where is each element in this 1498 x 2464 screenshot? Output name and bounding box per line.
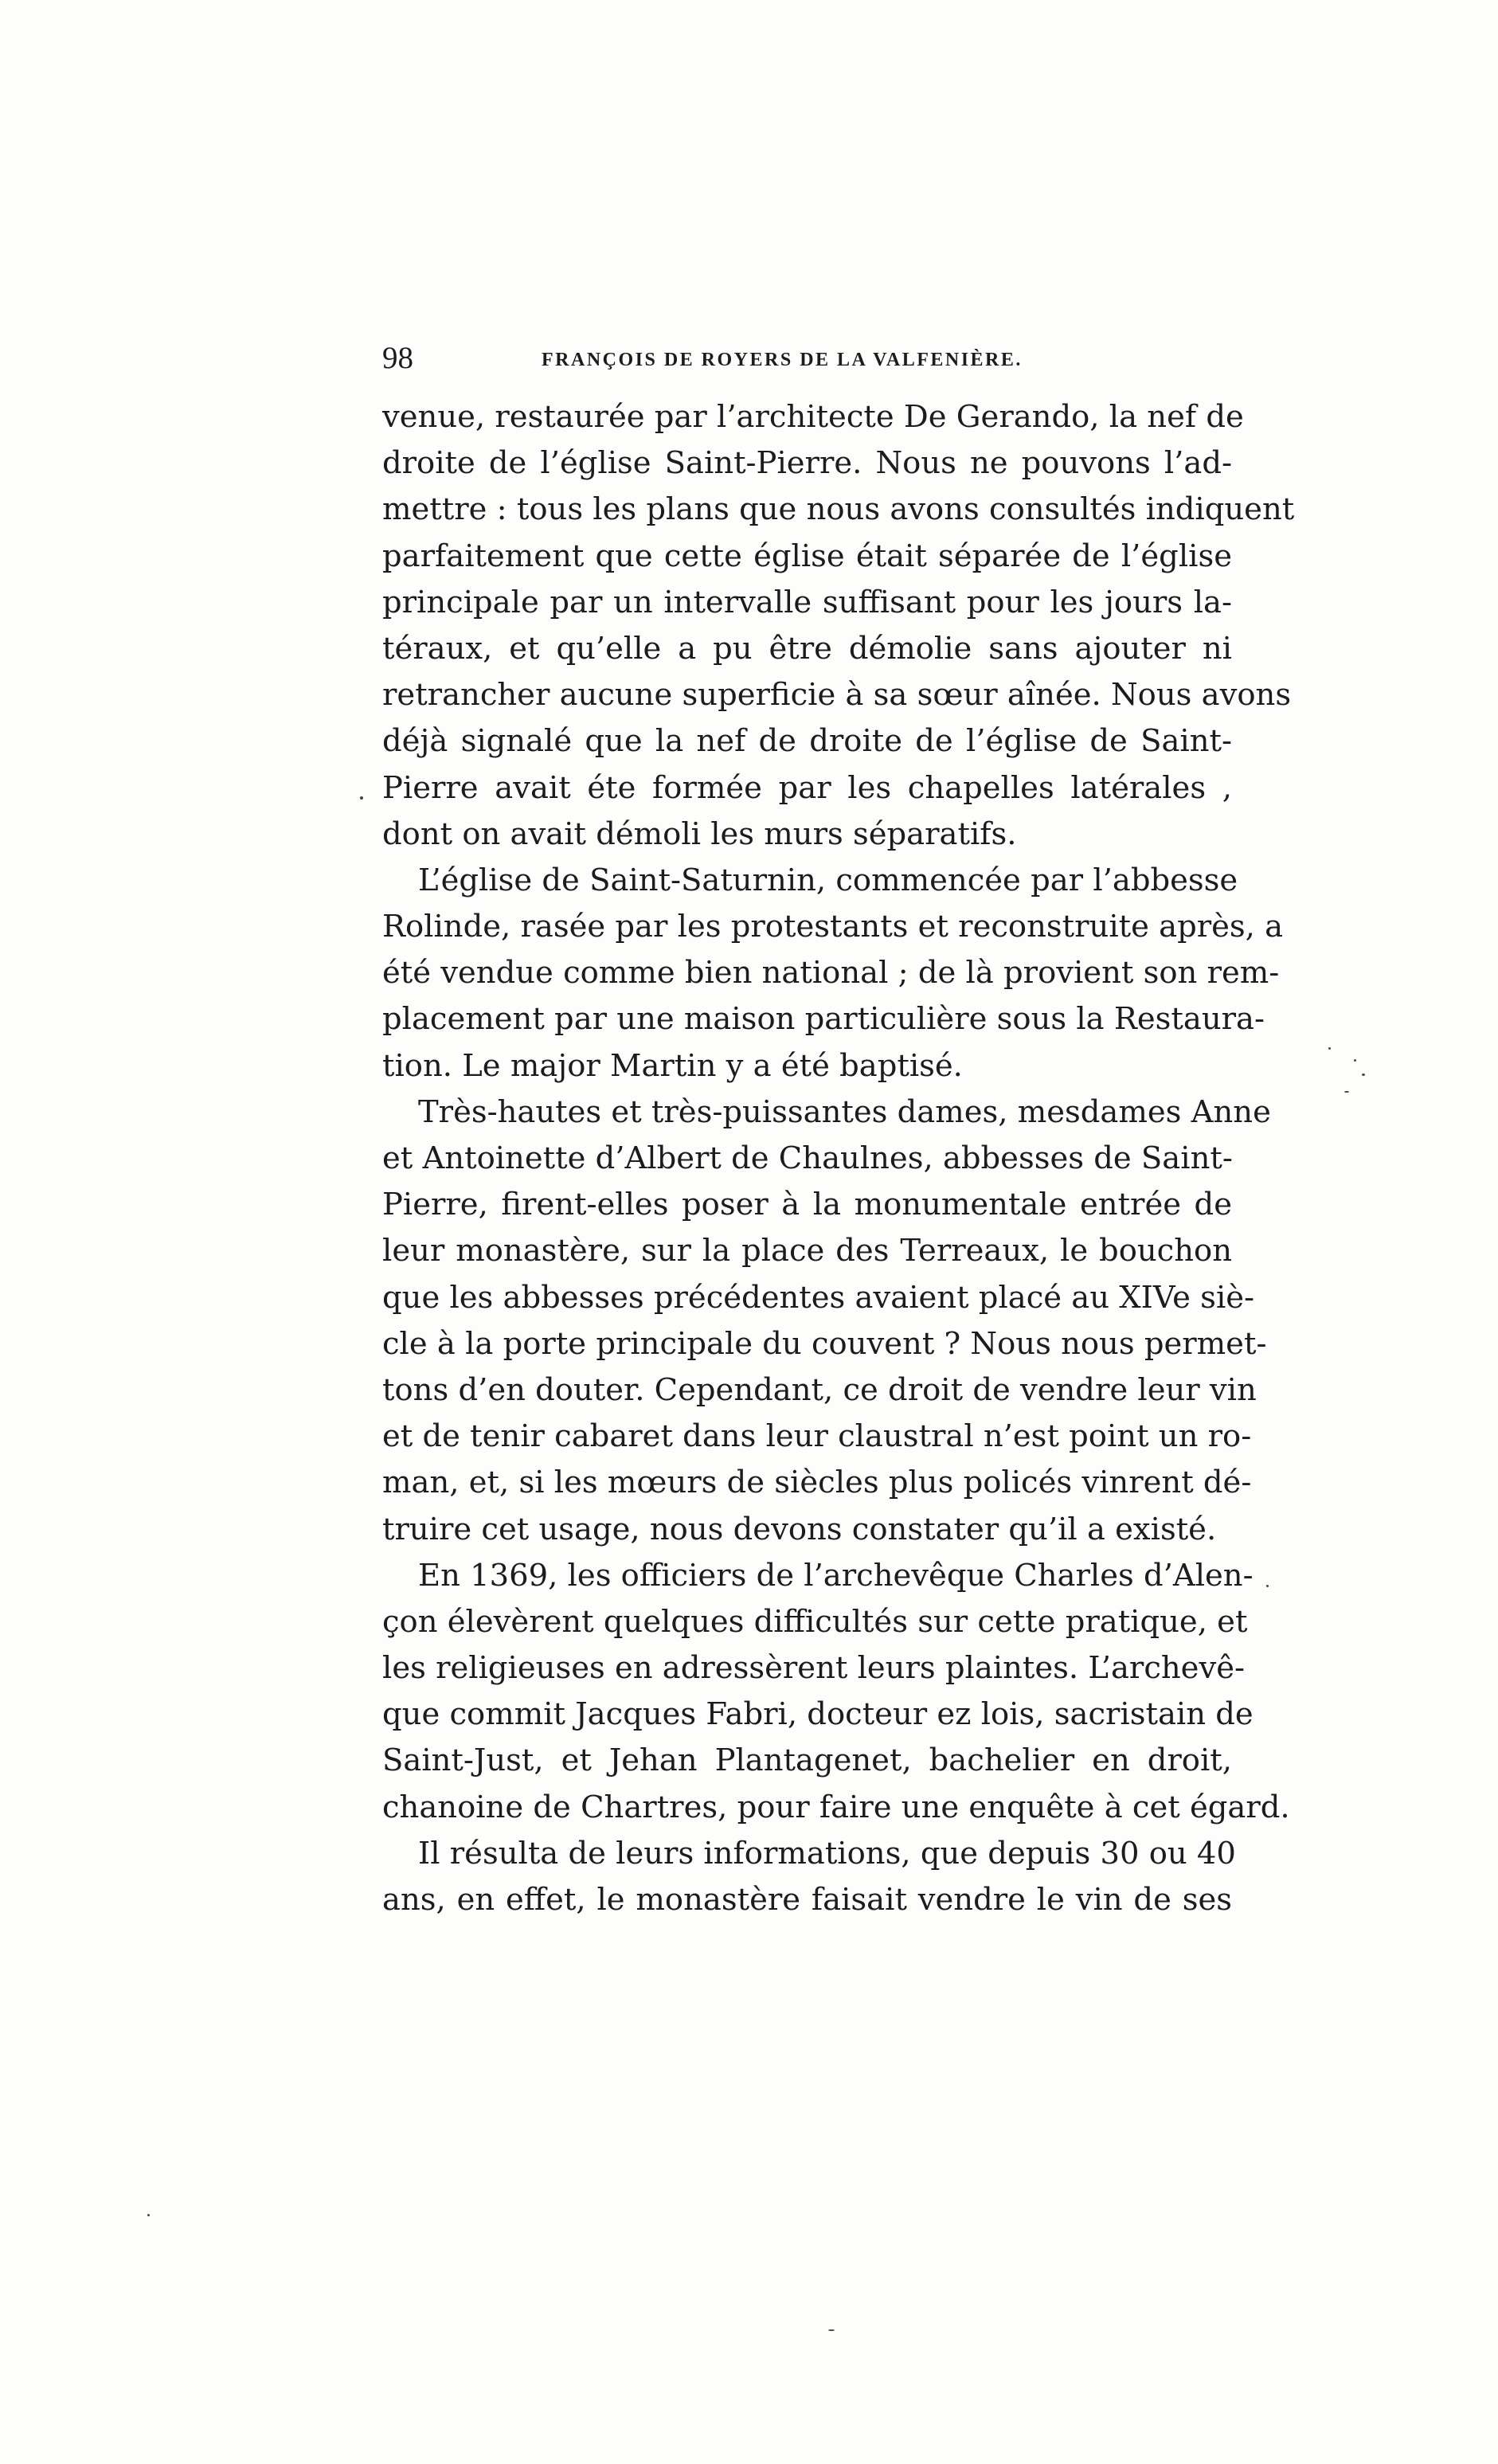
scan-speck (1266, 1585, 1269, 1587)
paragraph-1 (382, 394, 1295, 858)
text-line: tion. Le major Martin y a été baptisé. (382, 1047, 963, 1084)
scan-speck (147, 2214, 150, 2216)
text-line: parfaitement que cette église était séparée de l’église (382, 538, 1232, 574)
text-line: placement par une maison particulière sous la Restaura- (382, 1001, 1265, 1038)
text-line: et Antoinette d’Albert de Chaulnes, abbesses de Saint- (382, 1140, 1233, 1176)
scan-speck (1328, 1047, 1331, 1050)
paragraph-3 (382, 1089, 1271, 1553)
text-line: Il résulta de leurs informations, que depuis 30 ou 40 (418, 1835, 1236, 1871)
text-line: droite de l’église Saint-Pierre. Nous ne pouvons l’ad- (382, 445, 1232, 482)
text-line: que les abbesses précédentes avaient placé au XIVe siè- (382, 1279, 1255, 1316)
text-line: Pierre avait éte formée par les chapelles latérales , (382, 769, 1232, 806)
paragraph-2 (382, 858, 1284, 1089)
text-line: Très-hautes et très-puissantes dames, mesdames Anne (418, 1093, 1271, 1130)
text-line: man, et, si les mœurs de siècles plus policés vinrent dé- (382, 1465, 1252, 1501)
text-line: truire cet usage, nous devons constater qu’il a existé. (382, 1511, 1217, 1547)
text-line: été vendue comme bien national ; de là provient son rem- (382, 955, 1280, 991)
text-line: mettre : tous les plans que nous avons consultés indiquent (382, 491, 1295, 528)
page-header (382, 341, 1234, 389)
text-line: chanoine de Chartres, pour faire une enquête à cet égard. (382, 1789, 1290, 1825)
text-line: tons d’en douter. Cependant, ce droit de vendre leur vin (382, 1371, 1257, 1408)
text-line: téraux, et qu’elle a pu être démolie sans ajouter ni (382, 630, 1232, 667)
scan-speck (1354, 1059, 1356, 1062)
text-line: principale par un intervalle suffisant pour les jours la- (382, 584, 1232, 620)
text-line: En 1369, les officiers de l’archevêque Charles d’Alen- (418, 1557, 1254, 1594)
scan-speck (1344, 1091, 1349, 1093)
scan-speck (828, 2329, 835, 2331)
text-line: çon élevèrent quelques difficultés sur cette pratique, et (382, 1603, 1248, 1640)
text-line: retrancher aucune superficie à sa sœur aînée. Nous avons (382, 677, 1292, 714)
running-head: FRANÇOIS DE ROYERS DE LA VALFENIÈRE. (542, 350, 1023, 370)
text-line: venue, restaurée par l’architecte De Gerando, la nef de (382, 399, 1244, 435)
scan-speck (1362, 1074, 1365, 1076)
paragraph-4 (382, 1553, 1290, 1831)
page-number: 98 (382, 341, 413, 375)
text-line: L’église de Saint-Saturnin, commencée par l’abbesse (418, 862, 1238, 898)
text-line: ans, en effet, le monastère faisait vendre le vin de ses (382, 1882, 1232, 1918)
text-line: cle à la porte principale du couvent ? Nous nous permet- (382, 1325, 1267, 1362)
paragraph-5 (382, 1831, 1236, 1923)
text-line: dont on avait démoli les murs séparatifs. (382, 815, 1017, 852)
text-line: déjà signalé que la nef de droite de l’église de Saint- (382, 723, 1232, 760)
text-line: Saint-Just, et Jehan Plantagenet, bachelier en droit, (382, 1742, 1232, 1779)
text-line: les religieuses en adressèrent leurs plaintes. L’archevê- (382, 1650, 1246, 1687)
text-line: et de tenir cabaret dans leur claustral n’est point un ro- (382, 1418, 1252, 1455)
text-line: leur monastère, sur la place des Terreaux, le bouchon (382, 1233, 1232, 1269)
text-line: Pierre, firent-elles poser à la monumentale entrée de (382, 1187, 1232, 1223)
scan-speck (360, 796, 363, 800)
body-text (382, 394, 1295, 1939)
text-line: Rolinde, rasée par les protestants et reconstruite après, a (382, 909, 1284, 945)
text-line: que commit Jacques Fabri, docteur ez lois, sacristain de (382, 1696, 1254, 1733)
